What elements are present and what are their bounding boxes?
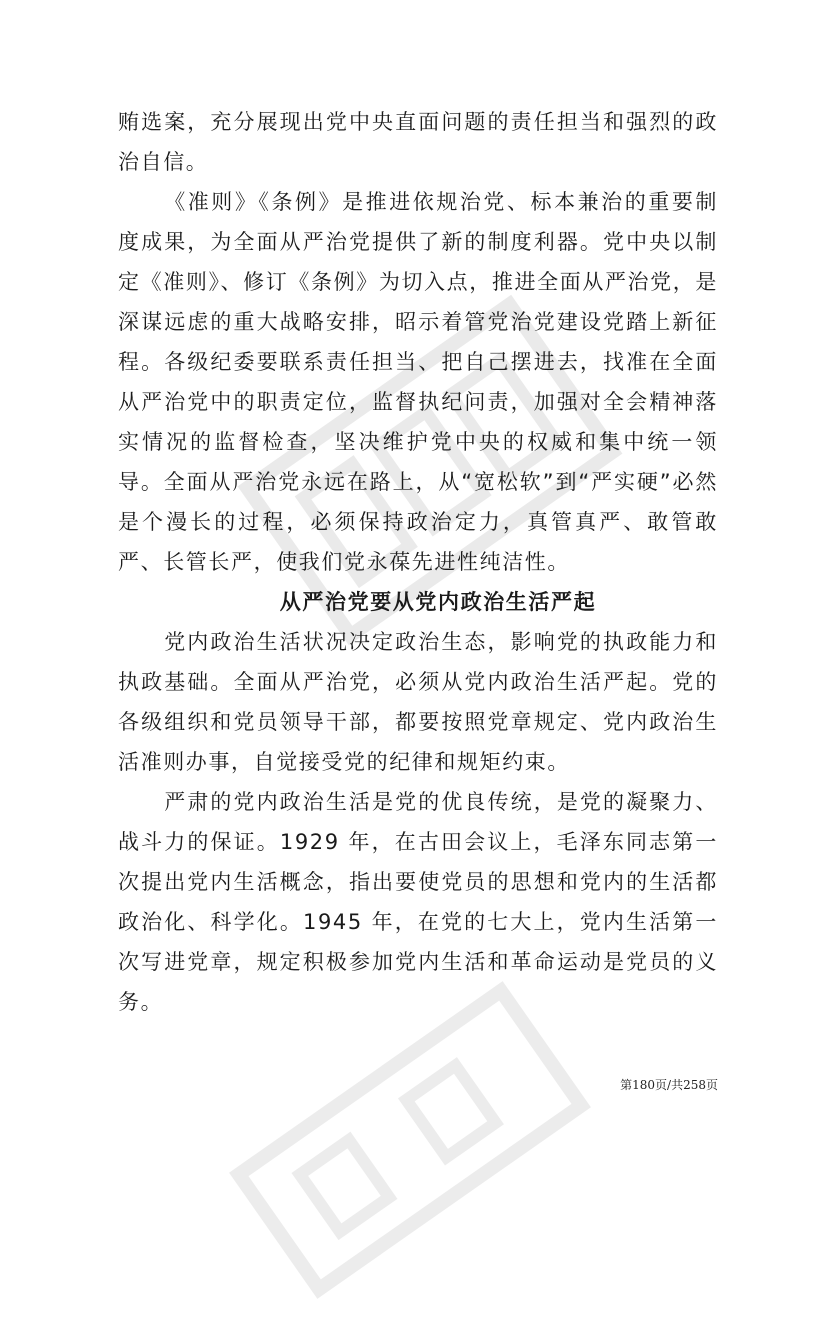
document-body [118, 102, 718, 1022]
page-number: 第180页/共258页 [620, 1078, 718, 1092]
paragraph: 严肃的党内政治生活是党的优良传统，是党的凝聚力、战斗力的保证。1929 年，在古田会议上，毛泽东同志第一次提出党内生活概念，指出要使党员的思想和党内的生活都政治化、科学化。1945 年，在党的七大上，党内生活第一次写进党章，规定积极参加党内生活和革命运动是党员的义务。 [118, 790, 718, 1014]
paragraph-continuation: 贿选案，充分展现出党中央直面问题的责任担当和强烈的政治自信。 [118, 110, 718, 174]
paragraph: 党内政治生活状况决定政治生态，影响党的执政能力和执政基础。全面从严治党，必须从党内政治生活严起。党的各级组织和党员领导干部，都要按照党章规定、党内政治生活准则办事，自觉接受党的纪律和规矩约束。 [118, 630, 718, 774]
section-heading: 从严治党要从党内政治生活严起 [279, 590, 597, 614]
paragraph: 《准则》《条例》是推进依规治党、标本兼治的重要制度成果，为全面从严治党提供了新的制度利器。党中央以制定《准则》、修订《条例》为切入点，推进全面从严治党，是深谋远虑的重大战略安排，昭示着管党治党建设党踏上新征程。各级纪委要联系责任担当、把自己摆进去，找准在全面从严治党中的职责定位，监督执纪问责，加强对全会精神落实情况的监督检查，坚决维护党中央的权威和集中统一领导。全面从严治党永远在路上，从“宽松软”到“严实硬”必然是个漫长的过程，必须保持政治定力，真管真严、敢管敢严、长管长严，使我们党永葆先进性纯洁性。 [118, 190, 718, 574]
